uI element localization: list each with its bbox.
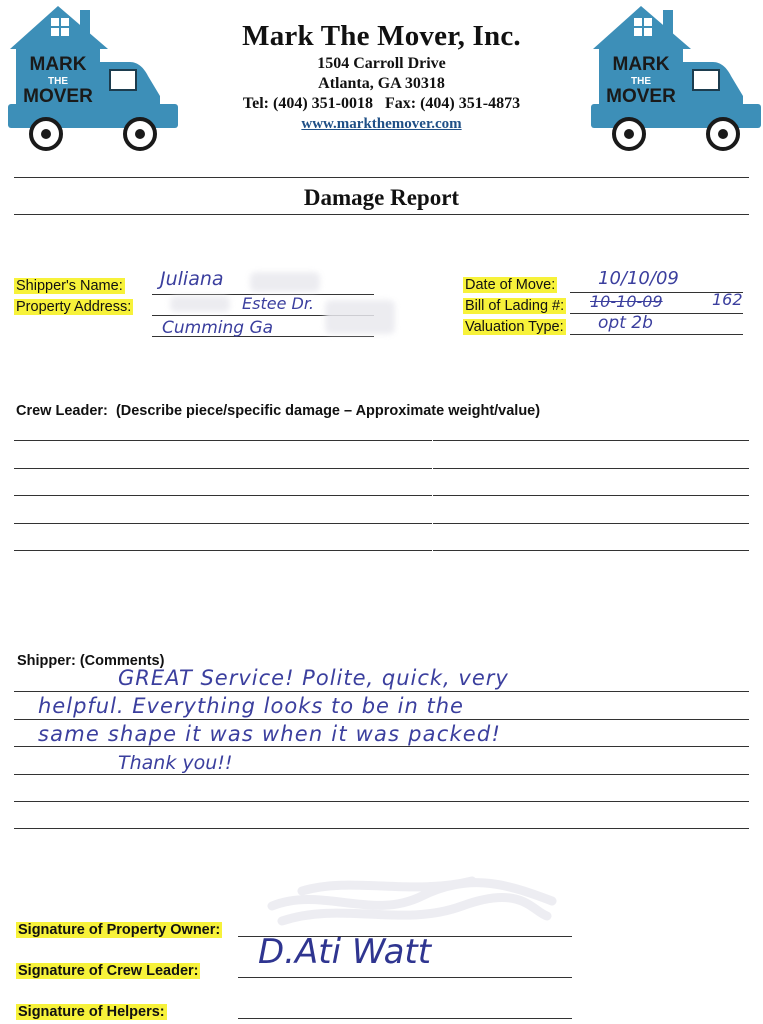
svg-text:THE: THE	[631, 76, 651, 87]
crew-leader-line-4	[14, 523, 749, 524]
handwritten-valuation-type: opt 2b	[598, 313, 653, 333]
title-bottom-rule	[14, 214, 749, 215]
svg-text:MARK: MARK	[612, 54, 670, 75]
svg-text:THE: THE	[48, 76, 68, 87]
title-top-rule	[14, 177, 749, 178]
company-logo-left	[2, 4, 180, 156]
svg-text:MOVER: MOVER	[23, 86, 93, 107]
comment-line-5	[14, 801, 749, 802]
handwritten-comment-line-2: helpful. Everything looks to be in the	[38, 694, 464, 718]
crew-leader-hint: (Describe piece/specific damage – Approximate weight/value)	[115, 403, 541, 419]
scan-artifact-line	[432, 420, 433, 840]
sig-crew-label: Signature of Crew Leader:	[18, 963, 199, 979]
sig-owner-label: Signature of Property Owner:	[18, 922, 221, 938]
handwritten-address-line2: Cumming Ga	[162, 318, 274, 338]
handwritten-date-of-move: 10/10/09	[598, 268, 679, 289]
handwritten-bol-number: 162	[712, 290, 743, 309]
svg-text:MOVER: MOVER	[606, 86, 676, 107]
company-website-link[interactable]: www.markthemover.com	[301, 116, 462, 132]
company-address-line2: Atlanta, GA 30318	[318, 75, 445, 92]
date-of-move-label: Date of Move:	[465, 277, 556, 293]
sig-crew-line	[238, 977, 572, 978]
company-header	[170, 18, 593, 134]
sig-helpers-line	[238, 1018, 572, 1019]
company-address-line1: 1504 Carroll Drive	[317, 55, 446, 72]
comment-line-6	[14, 828, 749, 829]
crew-leader-label: Crew Leader: (Describe piece/specific damage – Approximate weight/value)	[16, 403, 541, 419]
crew-leader-line-3	[14, 495, 749, 496]
page-title: Damage Report	[303, 185, 460, 210]
comment-line-4	[14, 774, 749, 775]
company-name: Mark The Mover, Inc.	[242, 20, 521, 52]
bill-of-lading-label: Bill of Lading #:	[465, 298, 565, 314]
property-address-label: Property Address:	[16, 299, 132, 315]
handwritten-bol-struck: 10-10-09	[590, 292, 663, 311]
shipper-comments-label: Shipper: (Comments)	[17, 653, 165, 669]
crew-leader-line-1	[14, 440, 749, 441]
bill-of-lading-line	[570, 313, 743, 314]
company-phone-fax: Tel: (404) 351-0018 Fax: (404) 351-4873	[242, 95, 521, 112]
handwritten-comment-line-3: same shape it was when it was packed!	[38, 722, 502, 746]
company-logo-right	[585, 4, 763, 156]
shipper-name-label: Shipper's Name:	[16, 278, 123, 294]
crew-leader-signature: D.Ati Watt	[258, 932, 432, 972]
handwritten-address-line1: Estee Dr.	[242, 294, 315, 313]
sig-helpers-label: Signature of Helpers:	[18, 1004, 165, 1020]
svg-text:MARK: MARK	[29, 54, 87, 75]
redaction-blur-address	[170, 296, 230, 312]
crew-leader-line-2	[14, 468, 749, 469]
valuation-type-line	[570, 334, 743, 335]
comment-line-2	[14, 719, 749, 720]
handwritten-comment-line-4: Thank you!!	[118, 752, 233, 774]
comment-line-3	[14, 746, 749, 747]
crew-leader-line-5	[14, 550, 749, 551]
valuation-type-label: Valuation Type:	[465, 319, 564, 335]
redaction-blur-name	[250, 272, 320, 292]
comment-line-1	[14, 691, 749, 692]
handwritten-shipper-name: Juliana	[160, 268, 224, 290]
redaction-blur-address-right	[325, 300, 395, 334]
handwritten-comment-line-1: GREAT Service! Polite, quick, very	[118, 666, 509, 690]
